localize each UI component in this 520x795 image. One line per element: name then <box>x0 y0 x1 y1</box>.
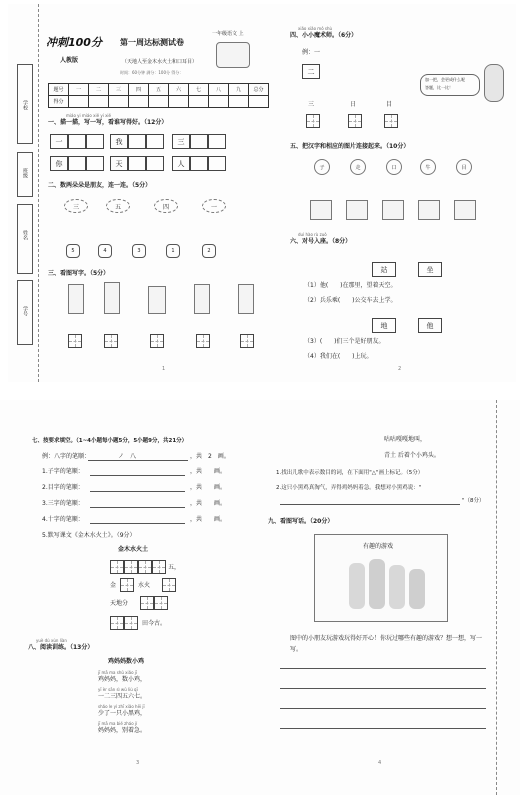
q8-question-2-end: "（8分） <box>462 498 485 504</box>
brand-logo <box>46 34 102 50</box>
poem-box[interactable] <box>162 578 176 592</box>
bottom-spread <box>0 400 520 795</box>
q8-pinyin: yuè dú xùn liàn <box>36 638 67 643</box>
q8-question-1: 1.找出儿歌中表示数目的词，在下面用"△"画上标记。（5分） <box>276 470 424 476</box>
binding-line <box>496 400 497 795</box>
girl-mascot <box>484 64 504 102</box>
q6-word-option[interactable]: 站 <box>372 262 396 277</box>
mouth-picture <box>68 284 84 314</box>
sidebar-box-name <box>17 204 33 274</box>
bubble-text: 加一把，会更成什么呢 <box>425 77 465 82</box>
score-input-cell[interactable] <box>68 95 89 108</box>
q6-heading: 六、对号入座。（8分） <box>290 238 352 245</box>
q4-char: 日 <box>350 101 357 108</box>
q7-dictation: 5.默写课文《金木水火土》。（9分） <box>42 532 136 539</box>
q4-pinyin: xiǎo xiǎo mó shù <box>298 26 333 31</box>
trace-box[interactable] <box>190 134 208 149</box>
poem-box[interactable] <box>124 560 138 574</box>
sidebar-box-class <box>17 152 33 197</box>
poem-box[interactable] <box>154 596 168 610</box>
poem-box[interactable] <box>152 560 166 574</box>
score-cell: 总分 <box>248 83 269 96</box>
top-spread <box>8 4 516 382</box>
stroke-order-input[interactable] <box>90 523 185 524</box>
picture-title: 有趣的游戏 <box>363 543 394 550</box>
trace-box[interactable] <box>128 156 146 171</box>
binding-line <box>38 4 39 382</box>
score-input-cell[interactable] <box>208 95 229 108</box>
q6-sentence: （1）他( )在那里，望着天空。 <box>304 282 397 289</box>
q4-example: 例：一 <box>302 49 321 56</box>
page-number: 3 <box>136 760 140 766</box>
score-input-cell[interactable] <box>188 95 209 108</box>
grade-badge: 一年级语文 上 <box>212 31 244 37</box>
score-input-cell[interactable] <box>228 95 249 108</box>
stroke-order-input[interactable] <box>90 507 185 508</box>
q7-item-total: ，共 画。 <box>190 500 227 507</box>
ear-image[interactable] <box>310 200 332 220</box>
sidebar-box-seat <box>17 280 33 345</box>
q7-item-total: ，共 画。 <box>190 484 227 491</box>
head-picture <box>194 284 210 314</box>
q6-sentence: （3）( )们三个是好朋友。 <box>304 338 385 345</box>
sidebar-label: 学校 <box>22 100 28 110</box>
q1-heading: 一、描一描，写一写，看谁写得好。（12分） <box>48 119 168 126</box>
q4-answer-box[interactable] <box>306 114 320 128</box>
q5-char[interactable]: 子 <box>314 159 330 175</box>
poem-suffix: 五， <box>168 564 181 571</box>
reading-line: 少了一只小黑鸡， <box>98 710 147 717</box>
line-pinyin: jī mā ma shǔ xiǎo jī <box>98 670 138 675</box>
score-input-cell[interactable] <box>128 95 149 108</box>
example-answer-box: 二 <box>302 64 320 79</box>
q4-char: 三 <box>308 101 315 108</box>
score-input-cell[interactable] <box>168 95 189 108</box>
poem-box[interactable] <box>138 560 152 574</box>
page-title: 第一周达标测试卷 <box>120 38 184 47</box>
time-info: 时间：60分钟 满分：100分 得分： <box>120 70 184 75</box>
writing-line[interactable] <box>280 708 486 709</box>
ear-picture <box>238 284 254 314</box>
q8-question-2: 2.这只小黑鸡真淘气，弄得鸡妈妈着急。我想对小黑鸡说：" <box>276 485 422 491</box>
child-image[interactable] <box>454 200 476 220</box>
score-row-label: 得分 <box>48 95 69 108</box>
reading-line: 鸡妈妈，数小鸡， <box>98 676 147 683</box>
child-figure <box>369 559 385 609</box>
score-cell: 五 <box>148 83 169 96</box>
nose-picture <box>104 282 120 314</box>
mouth-image[interactable] <box>346 200 368 220</box>
score-cell: 九 <box>228 83 249 96</box>
trace-char: 天 <box>110 156 128 171</box>
poem-end-line: 咕咕嘎嘎地叫， <box>384 436 427 443</box>
trace-char: 人 <box>172 156 190 171</box>
match-top-item[interactable]: 五 <box>106 199 130 213</box>
match-bottom-item[interactable]: 5 <box>66 244 80 258</box>
match-bottom-item[interactable]: 2 <box>202 244 216 258</box>
trace-box[interactable] <box>146 134 164 149</box>
score-input-cell[interactable] <box>248 95 269 108</box>
sidebar-label: 班级 <box>22 168 28 178</box>
match-top-item[interactable]: 四 <box>154 199 178 213</box>
reading-line: 一二三四五六七。 <box>98 693 147 700</box>
poem-title: 金木水火土 <box>118 546 149 553</box>
match-bottom-item[interactable]: 4 <box>98 244 112 258</box>
child-figure <box>389 565 405 609</box>
q6-sentence: （4）我们在( )上玩。 <box>304 353 373 360</box>
line-pinyin: yī èr sān sì wǔ liù qī <box>98 687 138 692</box>
bubble-text-2: 答题，比一比！ <box>425 85 453 90</box>
page-number: 1 <box>162 366 166 372</box>
cow-image[interactable] <box>418 200 440 220</box>
q5-heading: 五、把汉字和相应的图片连接起来。（10分） <box>290 143 410 150</box>
q4-answer-box[interactable] <box>384 114 398 128</box>
stroke-order-input[interactable] <box>90 491 185 492</box>
score-input-cell[interactable] <box>148 95 169 108</box>
trace-box[interactable] <box>86 156 104 171</box>
eye-image[interactable] <box>382 200 404 220</box>
q1-pinyin: miáo yi miáo xiě yi xiě <box>66 113 112 118</box>
trace-box[interactable] <box>208 156 226 171</box>
write-box[interactable] <box>196 334 210 348</box>
reading-title: 鸡妈妈数小鸡 <box>108 658 145 665</box>
page-number: 4 <box>378 760 382 766</box>
score-input-cell[interactable] <box>88 95 109 108</box>
edition-label: 人教版 <box>60 57 79 64</box>
poem-box[interactable] <box>110 616 124 630</box>
q5-char[interactable]: 走 <box>350 159 366 175</box>
score-cell: 三 <box>108 83 129 96</box>
q8-heading: 八、阅读训练。（13分） <box>28 644 94 651</box>
score-cell: 题号 <box>48 83 69 96</box>
match-top-item[interactable]: 一 <box>202 199 226 213</box>
trace-box[interactable] <box>86 134 104 149</box>
q6-word-option[interactable]: 他 <box>418 318 442 333</box>
trace-box[interactable] <box>146 156 164 171</box>
child-figure <box>349 563 365 609</box>
poem-prefix: 金 <box>110 582 117 589</box>
stroke-order-input[interactable] <box>90 475 185 476</box>
trace-char: 三 <box>172 134 190 149</box>
trace-box[interactable] <box>190 156 208 171</box>
q7-example-answer: ノ 八 <box>118 453 137 460</box>
score-cell: 一 <box>68 83 89 96</box>
match-bottom-item[interactable]: 3 <box>132 244 146 258</box>
poem-box[interactable] <box>110 560 124 574</box>
q2-heading: 二、数两朵朵是朋友，连一连。（5分） <box>48 182 152 189</box>
write-box[interactable] <box>104 334 118 348</box>
poem-fixed: 水火 <box>138 582 151 589</box>
q6-word-option[interactable]: 坐 <box>418 262 442 277</box>
trace-char: 一 <box>50 134 68 149</box>
trace-box[interactable] <box>128 134 146 149</box>
score-cell: 六 <box>168 83 189 96</box>
score-cell: 二 <box>88 83 109 96</box>
trace-box[interactable] <box>208 134 226 149</box>
example-line <box>88 460 188 461</box>
q7-item: 3.三字的笔顺： <box>42 500 84 507</box>
line-pinyin: shǎo le yì zhī xiǎo hēi jī <box>98 704 145 709</box>
q4-answer-box[interactable] <box>348 114 362 128</box>
sidebar-box-school <box>17 64 33 144</box>
match-bottom-item[interactable]: 1 <box>166 244 180 258</box>
score-cell: 四 <box>128 83 149 96</box>
q7-item-total: ，共 画。 <box>190 516 227 523</box>
score-input-cell[interactable] <box>108 95 129 108</box>
q4-heading: 四、小小魔术师。（6分） <box>290 32 358 39</box>
writing-line[interactable] <box>280 728 486 729</box>
score-cell: 八 <box>208 83 229 96</box>
writing-line[interactable] <box>280 688 486 689</box>
q7-item: 1.子字的笔顺： <box>42 468 84 475</box>
answer-line[interactable] <box>280 504 460 505</box>
sidebar-label: 姓名 <box>22 230 28 240</box>
child-figure <box>409 569 425 609</box>
poem-box[interactable] <box>140 596 154 610</box>
mascot-bubble <box>420 74 480 96</box>
q7-heading: 七、按要求填空。（1~4小题每小题5分，5小题9分，共21分） <box>32 438 188 444</box>
book-illustration <box>216 42 250 68</box>
trace-char: 我 <box>110 134 128 149</box>
q6-sentence: （2）兵乐乘( )公交车去上学。 <box>304 297 397 304</box>
brand-text: 冲刺100分 <box>46 36 102 49</box>
q3-heading: 三、看图写字。（5分） <box>48 270 110 277</box>
poem-end-line: 青土 后着个小鸡头。 <box>384 452 440 459</box>
sidebar-label: 学号 <box>22 306 28 316</box>
q5-char[interactable]: 口 <box>386 159 402 175</box>
q5-char[interactable]: 目 <box>456 159 472 175</box>
q4-char: 目 <box>386 101 393 108</box>
q7-example-label: 例：八字的笔顺： <box>42 453 91 460</box>
eye-picture <box>148 286 166 314</box>
line-pinyin: jī mā ma bié zháo jí <box>98 721 138 726</box>
write-box[interactable] <box>150 334 164 348</box>
write-box[interactable] <box>240 334 254 348</box>
poem-fixed: 天地分 <box>110 600 129 607</box>
poem-box[interactable] <box>124 616 138 630</box>
trace-box[interactable] <box>68 156 86 171</box>
poem-box[interactable] <box>120 578 134 592</box>
game-picture <box>314 534 448 622</box>
trace-char: 你 <box>50 156 68 171</box>
q6-pinyin: duì hào rù zuò <box>298 232 327 237</box>
page-number: 2 <box>398 366 402 372</box>
write-box[interactable] <box>68 334 82 348</box>
q9-heading: 九、看图写话。（20分） <box>268 518 334 525</box>
scope-text: （天地人至金木水火土和口耳目） <box>122 59 198 65</box>
q6-word-option[interactable]: 地 <box>372 318 396 333</box>
q7-example-total: ，共 2 画。 <box>190 453 230 460</box>
q7-item-total: ，共 画。 <box>190 468 227 475</box>
q9-prompt: 图中的小朋友玩游戏玩得好开心！你玩过哪些有趣的游戏？想一想，写一写。 <box>290 635 483 653</box>
trace-box[interactable] <box>68 134 86 149</box>
score-table-row <box>48 95 268 108</box>
match-top-item[interactable]: 三 <box>64 199 88 213</box>
writing-line[interactable] <box>280 668 486 669</box>
reading-line: 妈妈妈，别着急。 <box>98 727 147 734</box>
q7-item: 2.目字的笔顺： <box>42 484 84 491</box>
q7-item: 4.十字的笔顺： <box>42 516 84 523</box>
score-cell: 七 <box>188 83 209 96</box>
poem-suffix: 田今古。 <box>142 620 167 627</box>
q5-char[interactable]: 牛 <box>420 159 436 175</box>
